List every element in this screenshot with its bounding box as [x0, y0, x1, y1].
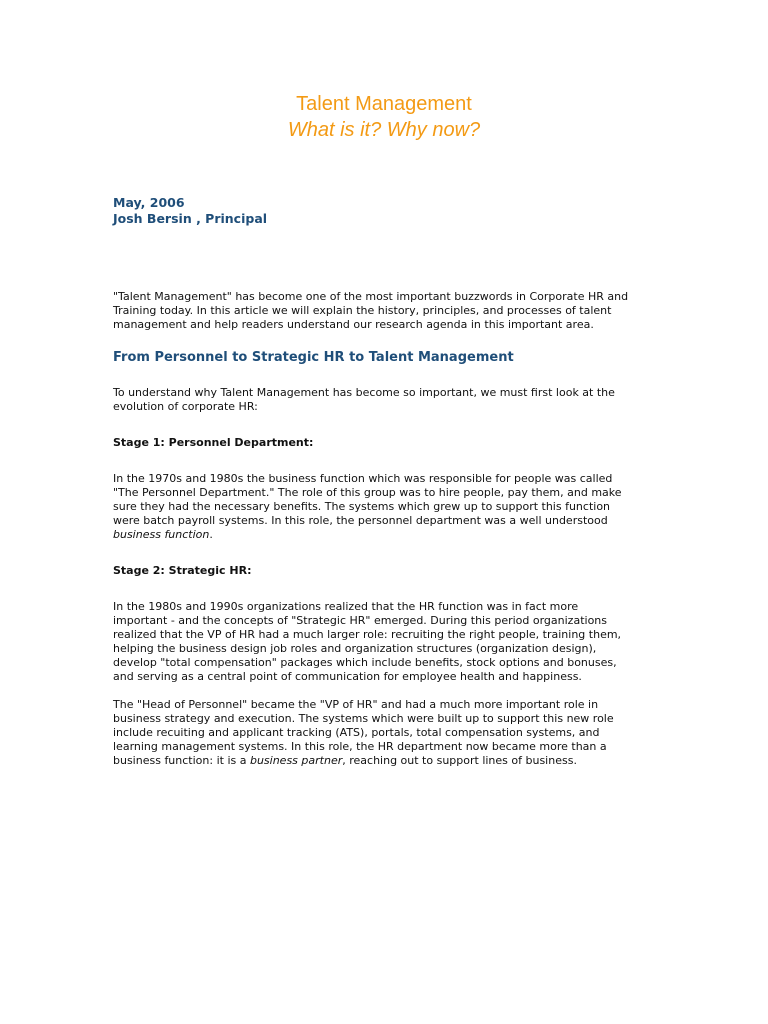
stage-1-paragraph: [113, 472, 633, 542]
section-heading: From Personnel to Strategic HR to Talent Management: [113, 350, 514, 365]
stage-2-end: , reaching out to support lines of business.: [342, 754, 577, 767]
author-line: Josh Bersin , Principal: [113, 211, 268, 226]
stage-1-heading: Stage 1: Personnel Department:: [113, 436, 314, 449]
stage-2-paragraph-1: In the 1980s and 1990s organizations realized that the HR function was in fact more important - and the concepts of "Strategic HR" emerged. During this period organizations realized that the VP of HR had a much larger role: recruiting the right people, training them, helping the business design job roles and organization structures (organization design), develop "total compensation" packages which include benefits, stock options and bonuses, and serving as a central point of communication for employee health and happiness.: [113, 600, 622, 683]
section-lead-paragraph: To understand why Talent Management has become so important, we must first look at the evolution of corporate HR:: [113, 386, 615, 413]
stage-1-end: .: [209, 528, 213, 541]
title-line-1: Talent Management: [296, 93, 472, 115]
document-meta: [113, 195, 267, 227]
document-title: [0, 91, 768, 143]
stage-2-paragraph-2: [113, 698, 633, 768]
stage-1-emphasis: business function: [113, 528, 210, 541]
intro-paragraph: "Talent Management" has become one of the most important buzzwords in Corporate HR and Training today. In this article we will explain the history, principles, and processes of talent management and help readers understand our research agenda in this important area.: [113, 290, 629, 331]
stage-2-text: The "Head of Personnel" became the "VP of HR" and had a much more important role in business strategy and execution. The systems which were built up to support this new role include recuiting and applicant tracking (ATS), portals, total compensation systems, and learning management systems. In this role, the HR department now became more than a business function: it is a: [113, 698, 614, 767]
document-body: [113, 290, 633, 782]
publication-date: May, 2006: [113, 195, 185, 210]
stage-2-emphasis: business partner: [249, 754, 343, 767]
stage-2-heading: Stage 2: Strategic HR:: [113, 564, 252, 577]
stage-1-text: In the 1970s and 1980s the business function which was responsible for people was called "The Personnel Department." The role of this group was to hire people, pay them, and make sure they had the necessary benefits. The systems which grew up to support this function were batch payroll systems. In this role, the personnel department was a well understood: [113, 472, 622, 527]
title-line-2: What is it? Why now?: [287, 119, 481, 141]
